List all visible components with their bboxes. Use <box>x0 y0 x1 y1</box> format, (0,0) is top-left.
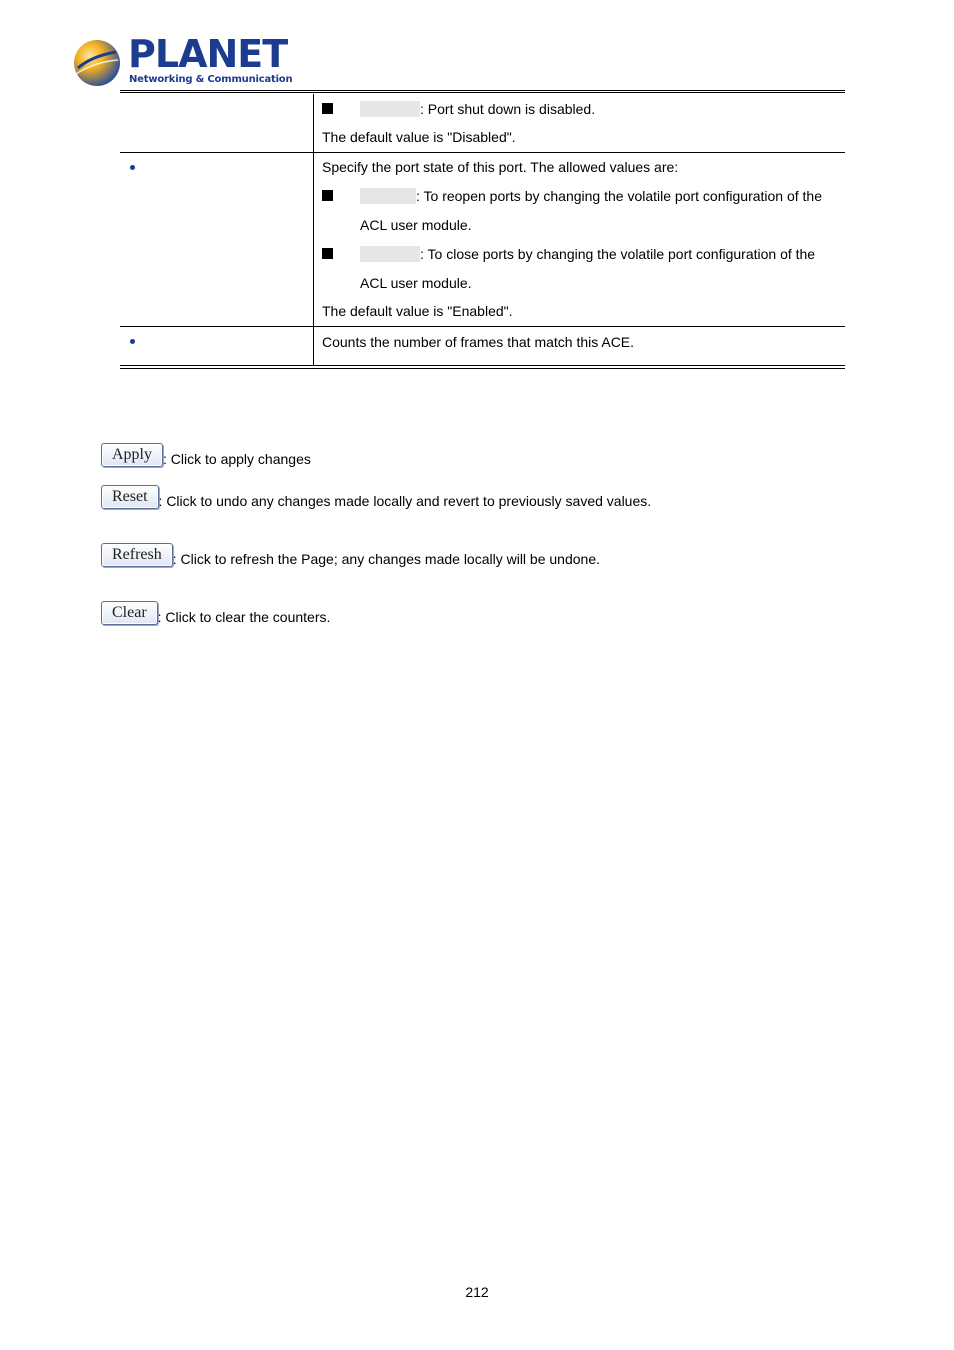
list-item <box>322 94 845 124</box>
list-item <box>322 240 845 269</box>
page-number: 212 <box>465 1284 489 1300</box>
clear-button[interactable]: Clear <box>101 601 158 625</box>
table-cell-object <box>120 94 314 153</box>
table-top-rule-2 <box>120 92 845 93</box>
refresh-description: : Click to refresh the Page; any changes made locally will be undone. <box>172 551 601 567</box>
refresh-row <box>101 543 600 567</box>
bullet-icon <box>130 165 135 170</box>
square-bullet-icon <box>322 248 333 259</box>
default-value-text: The default value is "Disabled". <box>322 129 516 145</box>
table-cell-description <box>314 327 846 366</box>
table-cell-object <box>120 153 314 327</box>
table-cell-object <box>120 327 314 366</box>
table-bottom-rule <box>120 368 845 369</box>
table-row <box>120 327 845 366</box>
description-intro: Specify the port state of this port. The allowed values are: <box>322 159 679 175</box>
list-item-text: : To reopen ports by changing the volatile port configuration of the <box>416 188 823 204</box>
globe-icon <box>72 38 122 88</box>
table-row <box>120 153 845 327</box>
reset-row <box>101 485 651 509</box>
table-cell-description <box>314 153 846 327</box>
square-bullet-icon <box>322 103 333 114</box>
apply-row <box>101 443 311 467</box>
value-placeholder <box>360 188 416 204</box>
value-placeholder <box>360 246 420 262</box>
value-placeholder <box>360 101 420 117</box>
list-item <box>322 182 845 211</box>
default-value-text: The default value is "Enabled". <box>322 303 513 319</box>
reset-button[interactable]: Reset <box>101 485 159 509</box>
clear-description: : Click to clear the counters. <box>157 609 331 625</box>
logo-subtitle: Networking & Communication <box>129 74 293 85</box>
list-item-continuation: ACL user module. <box>360 217 472 233</box>
square-bullet-icon <box>322 190 333 201</box>
reset-description: : Click to undo any changes made locally and revert to previously saved values. <box>158 493 652 509</box>
list-item-text: : Port shut down is disabled. <box>420 101 596 117</box>
refresh-button[interactable]: Refresh <box>101 543 173 567</box>
table-row <box>120 94 845 153</box>
parameter-table <box>120 94 845 366</box>
list-item-text: : To close ports by changing the volatile port configuration of the <box>420 246 816 262</box>
clear-row <box>101 601 330 625</box>
counter-description: Counts the number of frames that match this ACE. <box>322 334 635 350</box>
list-item-continuation: ACL user module. <box>360 275 472 291</box>
logo-title: PLANET <box>128 32 288 76</box>
table-top-rule <box>120 90 845 91</box>
table-cell-description <box>314 94 846 153</box>
apply-description: : Click to apply changes <box>163 451 311 467</box>
apply-button[interactable]: Apply <box>101 443 163 467</box>
planet-logo <box>72 32 293 90</box>
bullet-icon <box>130 339 135 344</box>
